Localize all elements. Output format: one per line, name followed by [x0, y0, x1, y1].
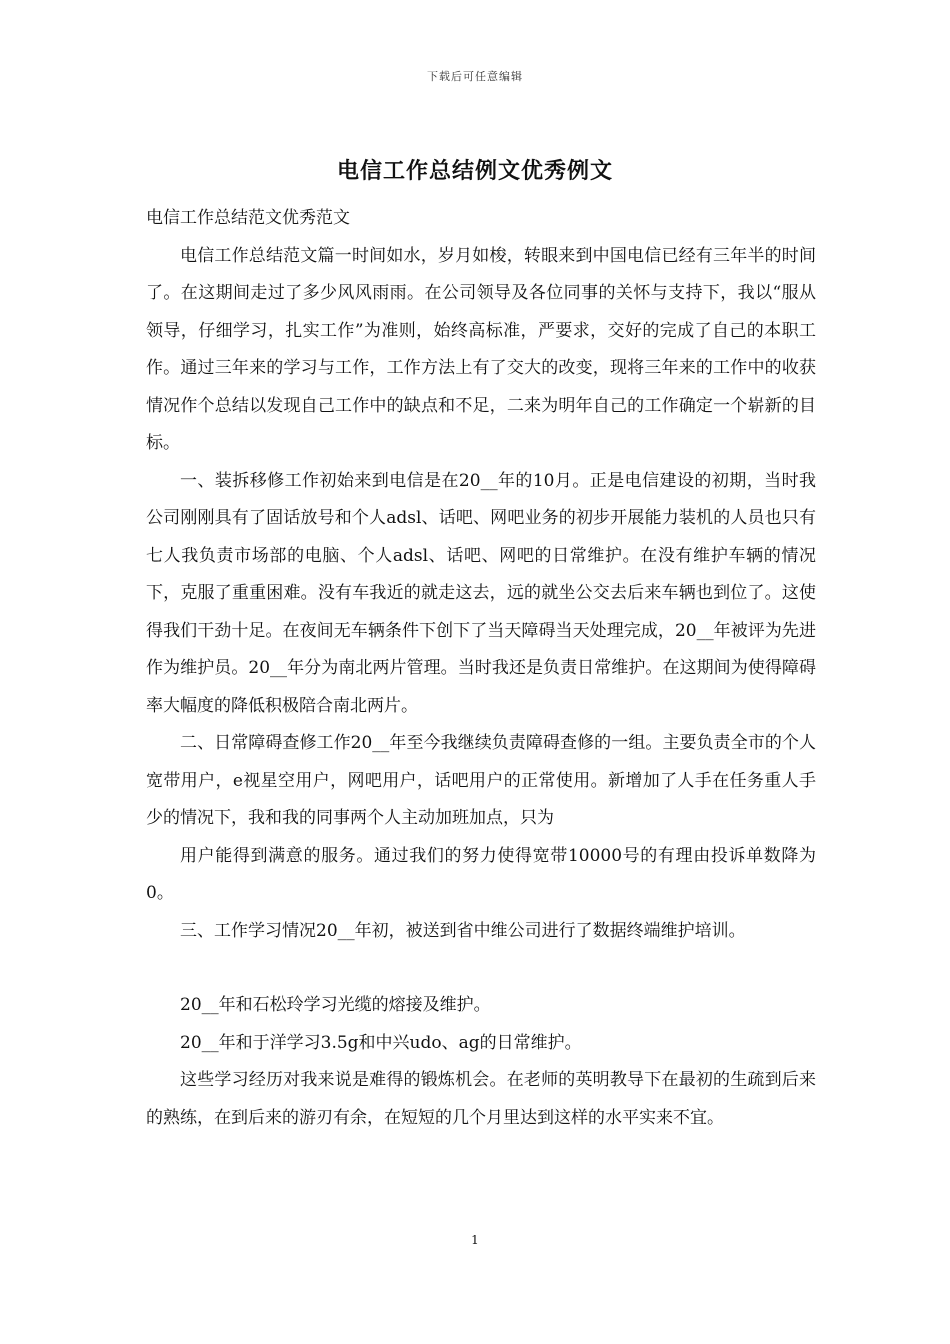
paragraph-section-1: 一、装拆移修工作初始来到电信是在20__年的10月。正是电信建设的初期，当时我公司刚刚具有了固话放号和个人adsl、话吧、网吧业务的初步开展能力装机的人员也只有七人我负责市场部的电脑、个人adsl、话吧、网吧的日常维护。在没有维护车辆的情况下，克服了重重困难。没有车我近的就走这去，远的就坐公交去后来车辆也到位了。这使得我们干劲十足。在夜间无车辆条件下创下了当天障碍当天处理完成，20__年被评为先进作为维护员。20__年分为南北两片管理。当时我还是负责日常维护。在这期间为使得障碍率大幅度的降低积极陪合南北两片。	[146, 470, 816, 716]
paragraph-study-1: 20__年和石松玲学习光缆的熔接及维护。	[180, 995, 491, 1015]
paragraph-study-2: 20__年和于洋学习3.5g和中兴udo、ag的日常维护。	[180, 1032, 582, 1053]
paragraph-intro: 电信工作总结范文篇一时间如水，岁月如梭，转眼来到中国电信已经有三年半的时间了。在这期间走过了多少风风雨雨。在公司领导及各位同事的关怀与支持下，我以“服从领导，仔细学习，扎实工作”为准则，始终高标准，严要求，交好的完成了自己的本职工作。通过三年来的学习与工作，工作方法上有了交大的改变，现将三年来的工作中的收获情况作个总结以发现自己工作中的缺点和不足，二来为明年自己的工作确定一个崭新的目标。	[146, 245, 816, 453]
paragraph-section-3: 三、工作学习情况20__年初，被送到省中维公司进行了数据终端维护培训。	[180, 920, 746, 941]
paragraph-reflection: 这些学习经历对我来说是难得的锻炼机会。在老师的英明教导下在最初的生疏到后来的熟练，在到后来的游刃有余，在短短的几个月里达到这样的水平实来不宜。	[146, 1070, 816, 1128]
header-note: 下载后可任意编辑	[427, 70, 523, 83]
document-title: 电信工作总结例文优秀例文	[336, 158, 613, 184]
document-body	[146, 200, 816, 1137]
page-number: 1	[471, 1233, 479, 1247]
paragraph-section-2-cont: 用户能得到满意的服务。通过我们的努力使得宽带10000号的有理由投诉单数降为0。	[146, 845, 816, 903]
paragraph-section-2: 二、日常障碍查修工作20__年至今我继续负责障碍查修的一组。主要负责全市的个人宽带用户，e视星空用户，网吧用户，话吧用户的正常使用。新增加了人手在任务重人手少的情况下，我和我的同事两个人主动加班加点，只为	[146, 733, 816, 828]
document-subtitle: 电信工作总结范文优秀范文	[146, 208, 350, 228]
